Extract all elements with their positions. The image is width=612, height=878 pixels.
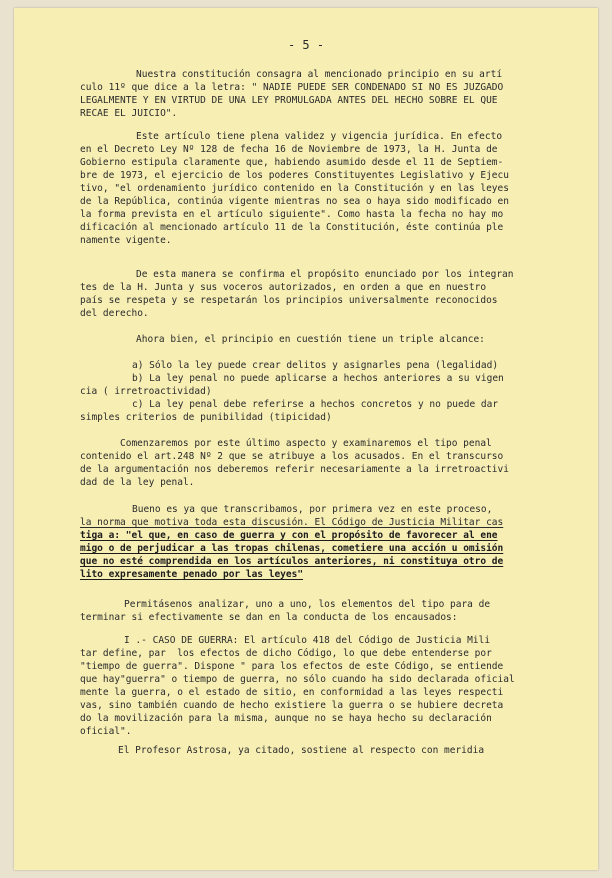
text-line: c) La ley penal debe referirse a hechos concretos y no puede dar bbox=[132, 399, 499, 410]
text-line: De esta manera se confirma el propósito enunciado por los integran bbox=[136, 269, 514, 280]
text-line: dad de la ley penal. bbox=[80, 477, 195, 488]
text-line: El Profesor Astrosa, ya citado, sostiene al respecto con meridia bbox=[118, 745, 485, 756]
text-line: que hay"guerra" o tiempo de guerra, no sólo cuando ha sido declarada oficial bbox=[80, 674, 515, 685]
text-line: oficial". bbox=[80, 726, 132, 737]
text-line: tiga a: "el que, en caso de guerra y con el propósito de favorecer al ene bbox=[80, 530, 498, 541]
text-line: I .- CASO DE GUERRA: El artículo 418 del Código de Justicia Mili bbox=[124, 635, 491, 646]
text-line: "tiempo de guerra". Dispone " para los efectos de este Código, se entiende bbox=[80, 661, 504, 672]
page-number: - 5 - bbox=[287, 38, 325, 52]
text-line: Gobierno estipula claramente que, habiendo asumido desde el 11 de Septiem- bbox=[80, 157, 504, 168]
text-line: del derecho. bbox=[80, 308, 149, 319]
text-line: lito expresamente penado por las leyes" bbox=[80, 569, 304, 580]
text-line: culo 11º que dice a la letra: " NADIE PUEDE SER CONDENADO SI NO ES JUZGADO bbox=[80, 82, 504, 93]
text-line: Este artículo tiene plena validez y vigencia jurídica. En efecto bbox=[136, 131, 503, 142]
text-line: cia ( irretroactividad) bbox=[80, 386, 212, 397]
text-line: la forma prevista en el artículo siguiente". Como hasta la fecha no hay mo bbox=[80, 209, 504, 220]
text-line: Nuestra constitución consagra al mencionado principio en su artí bbox=[136, 69, 503, 80]
text-line: mente la guerra, o el estado de sitio, en conformidad a las leyes respecti bbox=[80, 687, 504, 698]
text-line: contenido el art.248 Nº 2 que se atribuye a los acusados. En el transcurso bbox=[80, 451, 504, 462]
text-line: tar define, par los efectos de dicho Código, lo que debe entenderse por bbox=[80, 648, 492, 659]
text-line: namente vigente. bbox=[80, 235, 172, 246]
text-line: terminar si efectivamente se dan en la conducta de los encausados: bbox=[80, 612, 458, 623]
text-line: b) La ley penal no puede aplicarse a hechos anteriores a su vigen bbox=[132, 373, 504, 384]
text-line: vas, sino también cuando de hecho existiere la guerra o se hubiere decreta bbox=[80, 700, 504, 711]
text-line: a) Sólo la ley puede crear delitos y asignarles pena (legalidad) bbox=[132, 360, 499, 371]
text-line: dificación al mencionado artículo 11 de la Constitución, éste continúa ple bbox=[80, 222, 504, 233]
text-line: RECAE EL JUICIO". bbox=[80, 108, 178, 119]
text-line: Bueno es ya que transcribamos, por primera vez en este proceso, bbox=[132, 504, 493, 515]
text-line: Comenzaremos por este último aspecto y examinaremos el tipo penal bbox=[120, 438, 492, 449]
text-line: tes de la H. Junta y sus voceros autorizados, en orden a que en nuestro bbox=[80, 282, 487, 293]
text-line: Permitásenos analizar, uno a uno, los elementos del tipo para de bbox=[124, 599, 491, 610]
text-line: país se respeta y se respetarán los principios universalmente reconocidos bbox=[80, 295, 498, 306]
text-line: do la movilización para la misma, aunque no se haya hecho su declaración bbox=[80, 713, 492, 724]
text-line: que no esté comprendida en los artículos anteriores, ni constituya otro de bbox=[80, 556, 504, 567]
text-line: simples criterios de punibilidad (tipicidad) bbox=[80, 412, 332, 423]
text-line: Ahora bien, el principio en cuestión tiene un triple alcance: bbox=[136, 334, 485, 345]
text-line: la norma que motiva toda esta discusión. El Código de Justicia Militar cas bbox=[80, 517, 504, 528]
text-line: en el Decreto Ley Nº 128 de fecha 16 de Noviembre de 1973, la H. Junta de bbox=[80, 144, 498, 155]
text-line: bre de 1973, el ejercicio de los poderes Constituyentes Legislativo y Ejecu bbox=[80, 170, 509, 181]
text-line: migo o de perjudicar a las tropas chilenas, cometiere una acción u omisión bbox=[80, 543, 504, 554]
text-line: de la República, continúa vigente mientras no sea o haya sido modificado en bbox=[80, 196, 509, 207]
text-line: LEGALMENTE Y EN VIRTUD DE UNA LEY PROMULGADA ANTES DEL HECHO SOBRE EL QUE bbox=[80, 95, 498, 106]
document-page bbox=[14, 8, 598, 870]
text-line: tivo, "el ordenamiento jurídico contenido en la Constitución y en las leyes bbox=[80, 183, 509, 194]
text-line: de la argumentación nos deberemos referir necesariamente a la irretroactivi bbox=[80, 464, 509, 475]
